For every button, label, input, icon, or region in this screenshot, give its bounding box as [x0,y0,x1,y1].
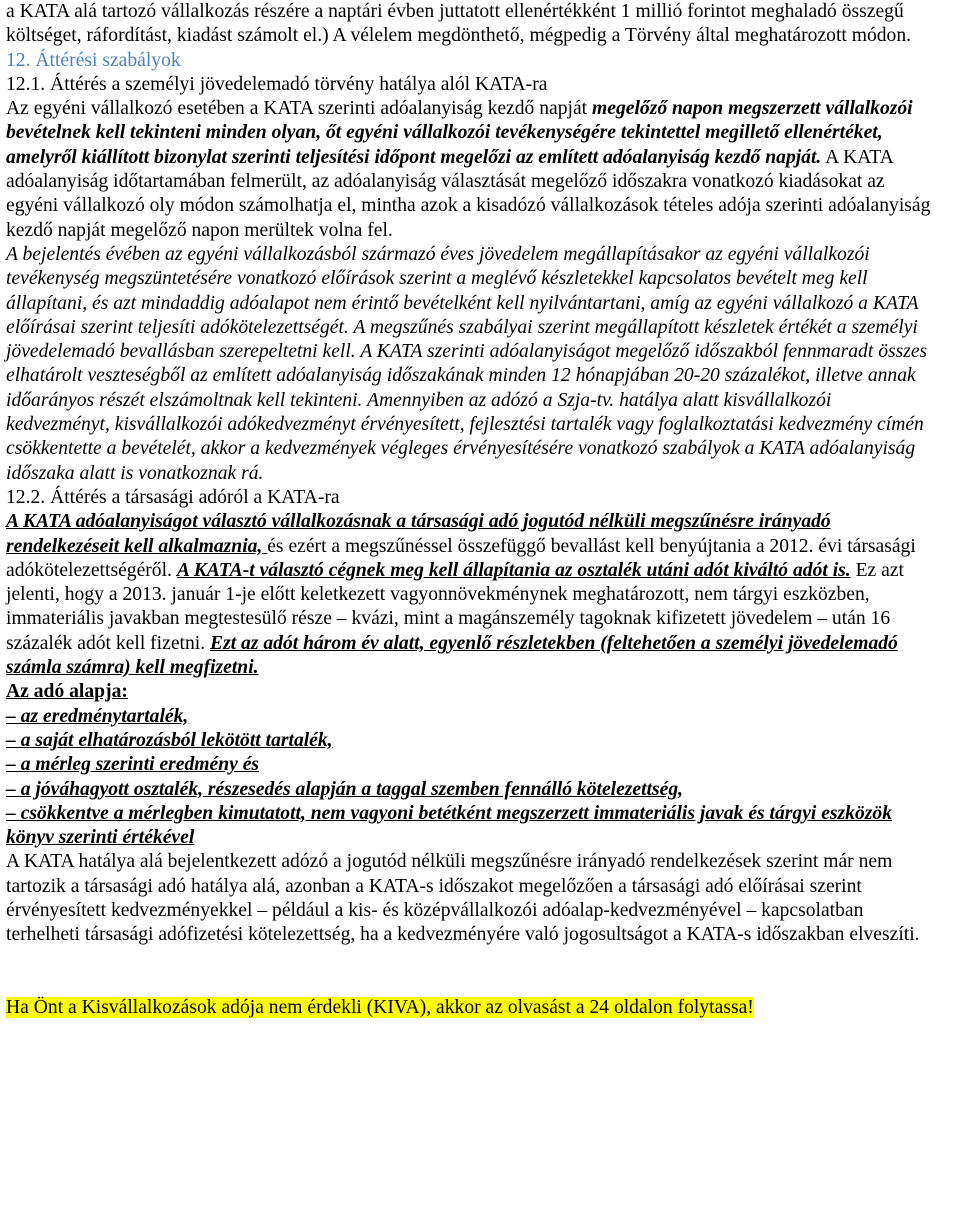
list-item: – a saját elhatározásból lekötött tartalék, [6,729,333,751]
section-12-heading: 12. Áttérési szabályok [6,49,181,71]
text-run: A KATA adóalanyiság időtartamában felmerült, az adóalanyiság választását megelőző időszakra vonatkozó kiadásokat az egyéni vállalkozó oly módon számolhatja el, mintha azok a kisadózó vállalkozások tételes adója szerinti adóalanyiság kezdő napját megelőző napon merültek volna fel. [6,146,931,241]
list-item: – a mérleg szerinti eredmény és [6,754,260,776]
italic-run: A bejelentés évében az egyéni vállalkozásból származó éves jövedelem megállapításakor az egyéni vállalkozói tevékenység megszüntetésére vonatkozó előírások szerint a meglévő készletekkel kapcsolatos bevételt meg kell állapítani, és azt mindaddig adóalapot nem érintő bevételként kell nyilvántartani, amíg az egyéni vállalkozó a KATA előírásai szerint teljesíti adókötelezettségét. A megszűnés szabályai szerint megállapított készletek értékét a személyi jövedelemadó bevallásban szerepeltetni kell. [6,243,919,363]
emphasis-run: megelőző napon megszerzett vállalkozói bevételnek kell tekinteni minden olyan, őt egyéni vállalkozói tevékenységére tekintettel megillető ellenértéket, amelyről kiállított bizonylat szerinti teljesítési időpont megelőzi az említett adóalanyiság kezdő napját. [6,98,913,168]
section-12-1-paragraph-1 [6,97,936,243]
banner-line [6,996,936,1020]
text-run: Az egyéni vállalkozó esetében a KATA szerinti adóalanyiság kezdő napját [6,98,593,120]
intro-paragraph: a KATA alá tartozó vállalkozás részére a naptári évben juttatott ellenértékként 1 millió forintot meghaladó összegű költséget, ráfordítást, kiadást számolt el.) A vélelem megdönthető, mégpedig a Törvény által meghatározott módon. [6,1,912,47]
list-item: – az eredménytartalék, [6,705,189,727]
list-item: – a jóváhagyott osztalék, részesedés alapján a taggal szemben fennálló kötelezettség, [6,778,684,800]
emphasis-run: Ezt az adót három év alatt, egyenlő részletekben (feltehetően a személyi jövedelemadó számla számra) kell megfizetni. [6,632,898,679]
section-12-1-paragraph-2 [6,243,936,486]
text-run: Ez azt jelenti, hogy a 2013. január 1-je előtt keletkezett vagyonnövekménynek meghatározott, nem tárgyi eszközben, immateriális javakban megtestesülő része – kvázi, mint a magánszemély tagoknak kifizetett jövedelem – után 16 százalék adót kell fizetni. [6,559,904,654]
section-12-1-heading: 12.1. Áttérés a személyi jövedelemadó törvény hatálya alól KATA-ra [6,73,548,95]
highlight-banner: Ha Önt a Kisvállalkozások adója nem érdekli (KIVA), akkor az olvasást a 24 oldalon folytassa! [6,996,754,1018]
italic-run: A KATA szerinti adóalanyiságot megelőző időszakból fennmaradt összes elhatárolt veszteségből az említett adóalanyiság időszakának minden 12 hónapjában 20-20 százalékot, illetve annak időarányos részét elszámoltnak kell tekinteni. Amennyiben az adózó a Szja-tv. hatálya alatt kisvállalkozói kedvezményt, kisvállalkozói adókedvezményt érvényesített, fejlesztési tartalék vagy foglalkoztatási kedvezmény címén csökkentette a bevételét, akkor a kedvezmények végleges érvényesítésére vonatkozó szabályok a KATA adóalanyiság időszaka alatt is vonatkoznak rá. [6,341,928,484]
spacer [6,948,936,996]
emphasis-run: A KATA-t választó cégnek meg kell állapítania az osztalék utáni adót kiváltó adót is. [176,559,851,581]
section-12-2-heading: 12.2. Áttérés a társasági adóról a KATA-ra [6,486,340,508]
list-item: – csökkentve a mérlegben kimutatott, nem vagyoni betétként megszerzett immateriális javak és tárgyi eszközök könyv szerinti értékével [6,802,892,849]
tax-base-heading: Az adó alapja: [6,681,128,703]
emphasis-run: A KATA adóalanyiságot választó vállalkozásnak a társasági adó jogutód nélküli megszűnésre irányadó rendelkezéseit kell alkalmaznia, [6,511,831,557]
tax-base-list [6,705,936,851]
section-12-2-paragraph-2: A KATA hatálya alá bejelentkezett adózó a jogutód nélküli megszűnésre irányadó rendelkezések szerint már nem tartozik a társasági adó hatálya alá, azonban a KATA-s időszakot megelőzően a társasági adó előírásai szerint érvényesített kedvezményekkel – például a kis- és középvállalkozói adóalap-kedvezményével – kapcsolatban terhelheti társasági adófizetési kötelezettség, ha a kedvezményére való jogosultságot a KATA-s időszakban elveszíti. [6,851,920,946]
section-12-2-paragraph-1 [6,510,936,680]
text-run: és ezért a megszűnéssel összefüggő bevallást kell benyújtania a 2012. évi társasági adókötelezettségéről. [6,535,916,581]
